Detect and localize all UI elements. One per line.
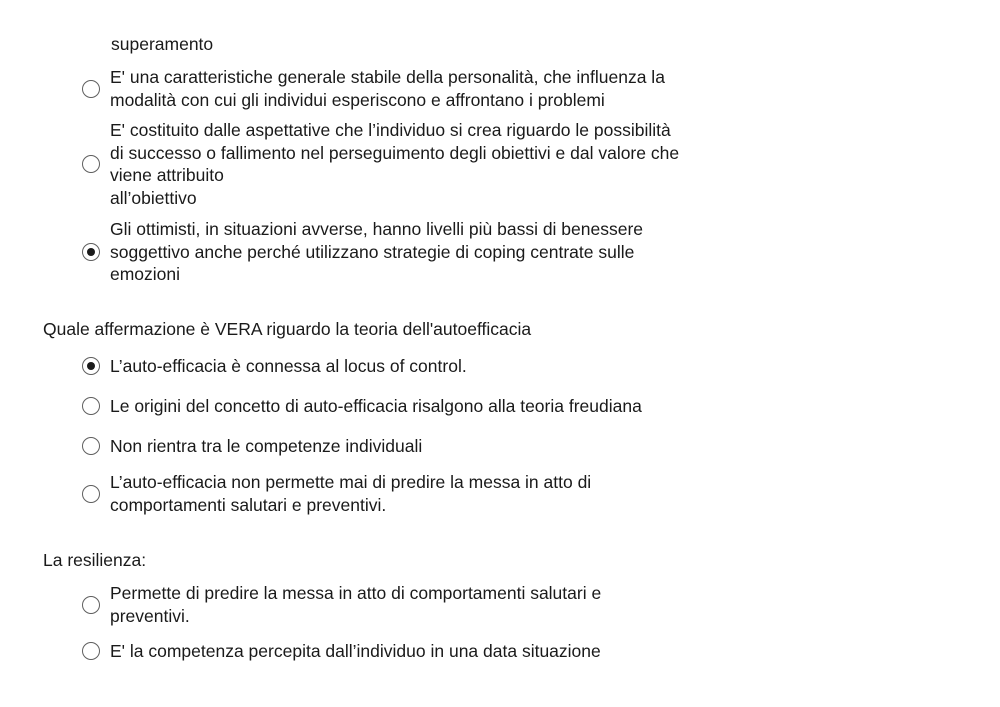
option-line: emozioni (110, 264, 181, 284)
option-prev-3[interactable] (82, 218, 742, 286)
radio-button[interactable] (82, 80, 100, 98)
option-prev-1[interactable] (82, 66, 742, 111)
option-line: di successo o fallimento nel perseguimento degli obiettivi e dal valore che (110, 142, 680, 163)
option-line: Gli ottimisti, in situazioni avverse, hanno livelli più bassi di benessere (110, 219, 644, 239)
option-line: comportamenti salutari e preventivi. (110, 494, 387, 515)
question-resilienza: La resilienza: (43, 550, 147, 570)
option-line: Permette di predire la messa in atto di comportamenti salutari e (110, 583, 602, 603)
option-line: viene attribuito (110, 165, 224, 185)
option-resilienza-1[interactable] (82, 582, 742, 627)
fragment-text: superamento (111, 34, 214, 54)
option-line: Non rientra tra le competenze individuali (110, 436, 423, 456)
option-label[interactable] (110, 640, 601, 663)
option-line: modalità con cui gli individui esperiscono e affrontano i problemi (110, 89, 605, 110)
radio-button[interactable] (82, 596, 100, 614)
option-line: E' costituito dalle aspettative che l’individuo si crea riguardo le possibilità (110, 120, 671, 140)
option-autoefficacia-1[interactable] (82, 355, 742, 378)
question-autoefficacia: Quale affermazione è VERA riguardo la teoria dell'autoefficacia (43, 319, 532, 339)
option-autoefficacia-3[interactable] (82, 435, 742, 458)
option-autoefficacia-2[interactable] (82, 395, 742, 418)
option-label[interactable] (110, 119, 679, 209)
option-line: Le origini del concetto di auto-efficacia risalgono alla teoria freudiana (110, 396, 642, 416)
option-label[interactable] (110, 66, 665, 111)
radio-button-selected[interactable] (82, 357, 100, 375)
option-line: L’auto-efficacia è connessa al locus of control. (110, 356, 467, 376)
option-autoefficacia-4[interactable] (82, 471, 742, 516)
radio-button[interactable] (82, 485, 100, 503)
option-line: preventivi. (110, 605, 190, 626)
option-label[interactable] (110, 582, 601, 627)
radio-button[interactable] (82, 397, 100, 415)
option-line: E' una caratteristiche generale stabile della personalità, che influenza la (110, 67, 665, 87)
option-label[interactable] (110, 471, 591, 516)
option-label[interactable] (110, 435, 422, 458)
option-line: L’auto-efficacia non permette mai di predire la messa in atto di (110, 472, 592, 492)
option-label[interactable] (110, 395, 642, 418)
option-label[interactable] (110, 355, 467, 378)
radio-button[interactable] (82, 155, 100, 173)
option-line: E' la competenza percepita dall’individuo in una data situazione (110, 641, 601, 661)
option-line: all’obiettivo (110, 187, 197, 208)
option-label[interactable] (110, 218, 643, 286)
radio-button[interactable] (82, 437, 100, 455)
radio-button[interactable] (82, 642, 100, 660)
option-prev-2[interactable] (82, 119, 742, 209)
option-line: soggettivo anche perché utilizzano strategie di coping centrate sulle (110, 241, 635, 262)
option-resilienza-2[interactable] (82, 640, 742, 663)
radio-button-selected[interactable] (82, 243, 100, 261)
